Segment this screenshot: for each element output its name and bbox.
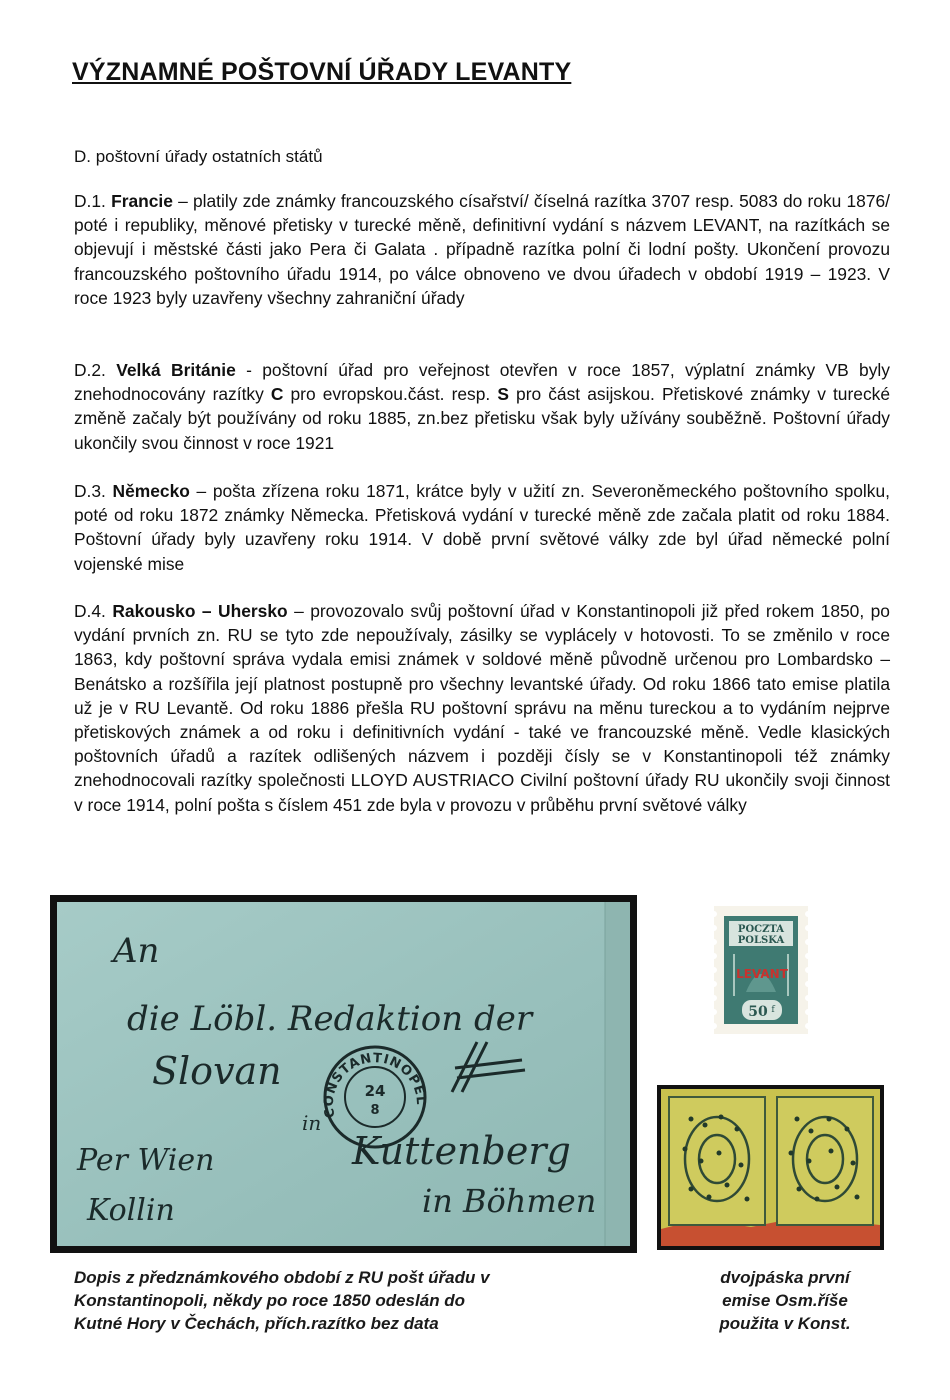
stamp-text: POLSKA bbox=[737, 935, 785, 946]
svg-text:24: 24 bbox=[364, 1082, 386, 1100]
address-line: Kuttenberg bbox=[352, 1129, 571, 1173]
address-line: Per Wien bbox=[77, 1143, 215, 1178]
cover-caption: Dopis z předznámkového období z RU pošt úřadu v Konstantinopoli, někdy po roce 1850 odeslán do Kutné Hory v Čechách, přích.razítko bez data bbox=[74, 1268, 490, 1333]
cover-letter-drawing bbox=[57, 902, 630, 1246]
svg-text:CONSTANTINOPEL: CONSTANTINOPEL bbox=[321, 1050, 429, 1120]
stamp-pair-caption: dvojpáska první emise Osm.říše použita v Konst. bbox=[719, 1268, 851, 1333]
stamp-value: 50 bbox=[748, 1004, 768, 1020]
country-name: Německo bbox=[112, 481, 190, 501]
stamp-currency: f bbox=[771, 1005, 775, 1015]
address-line: Slovan bbox=[152, 1049, 282, 1093]
address-line: die Löbl. Redaktion der bbox=[127, 999, 533, 1039]
paragraph-great-britain: D.2. Velká Británie - poštovní úřad pro veřejnost otevřen v roce 1857, výplatní známky VB byly znehodnocovány razítky C pro evropskou.část. resp. S pro část asijskou. Přetiskové známky v turecké změně začaly být používány od roku 1885, zn.bez přetisku však byly užívány souběžně. Poštovní úřady ukončily svou činnost v roce 1921 bbox=[74, 360, 891, 453]
address-line: An bbox=[113, 931, 160, 971]
cover-letter-image bbox=[50, 895, 637, 1253]
paragraph-germany: D.3. Německo – pošta zřízena roku 1871, krátce byly v užití zn. Severoněmeckého poštovního spolku, poté od roku 1872 známky Německa. Přetisková vydání v turecké měně zde začala platit od roku 1884. Poštovní úřady byly uzavřeny roku 1914. V době první světové války zde byl úřad německé polní vojenské mise bbox=[74, 481, 890, 574]
svg-text:8: 8 bbox=[370, 1103, 380, 1118]
country-name: Francie bbox=[111, 191, 173, 211]
page-title: VÝZNAMNÉ POŠTOVNÍ ÚŘADY LEVANTY bbox=[72, 58, 572, 86]
country-name: Velká Británie bbox=[116, 360, 236, 380]
stamp-pair-ottoman bbox=[657, 1085, 884, 1250]
section-subtitle: D. poštovní úřady ostatních států bbox=[74, 147, 323, 166]
stamp-text: POCZTA bbox=[737, 924, 785, 935]
paragraph-austria-hungary: D.4. Rakousko – Uhersko – provozovalo svůj poštovní úřad v Konstantinopoli již před rokem 1850, po vydání prvních zn. RU se tyto zde nepoužívaly, zásilky se vyplácely v hotovosti. To se změnilo v roce 1863, kdy poštovní správa vydala emisi známek v soldové měně původně určenou pro Lombardsko – Benátsko a rozšířila její platnost postupně pro všechny levantské úřady. Od roku 1866 tato emise platila už je v RU Levantě. Od roku 1886 přešla RU poštovní správu na měnu tureckou a to vydáním nejprve přetiskových známek a od roku i definitivních vydání - také ve francouzské měně. Vedle klasických poštovních úřadů a razítek odlišených názvem i později čísly se v Konstantinopoli též známky znehodnocovali razítky společnosti LLOYD AUSTRIACO Civilní poštovní úřady RU ukončily svoji činnost v roce 1914, polní pošta s číslem 451 zde byla v provozu v průběhu první světové války bbox=[74, 601, 890, 815]
address-line: in Böhmen bbox=[422, 1182, 597, 1220]
country-name: Rakousko – Uhersko bbox=[112, 601, 288, 621]
address-line: in bbox=[302, 1111, 322, 1135]
paragraph-france: D.1. Francie – platily zde známky francouzského císařství/ číselná razítka 3707 resp. 5083 do roku 1876/ poté i republiky, měnové přetisky v turecké měně, definitivní vydání s názvem LEVANT, na razítkách se objevují i městské části jako Pera či Galata . případně razítka polní či lodní pošty. Ukončení provozu francouzského poštovního úřadu 1914, po válce obnoveno ve dvou úřadech v období 1919 – 1923. V roce 1923 byly uzavřeny všechny zahraniční úřady bbox=[74, 191, 890, 308]
stamp-overprint: LEVANT bbox=[736, 967, 788, 981]
address-line: Kollin bbox=[87, 1193, 175, 1228]
stamp-poland-levant bbox=[712, 904, 810, 1036]
